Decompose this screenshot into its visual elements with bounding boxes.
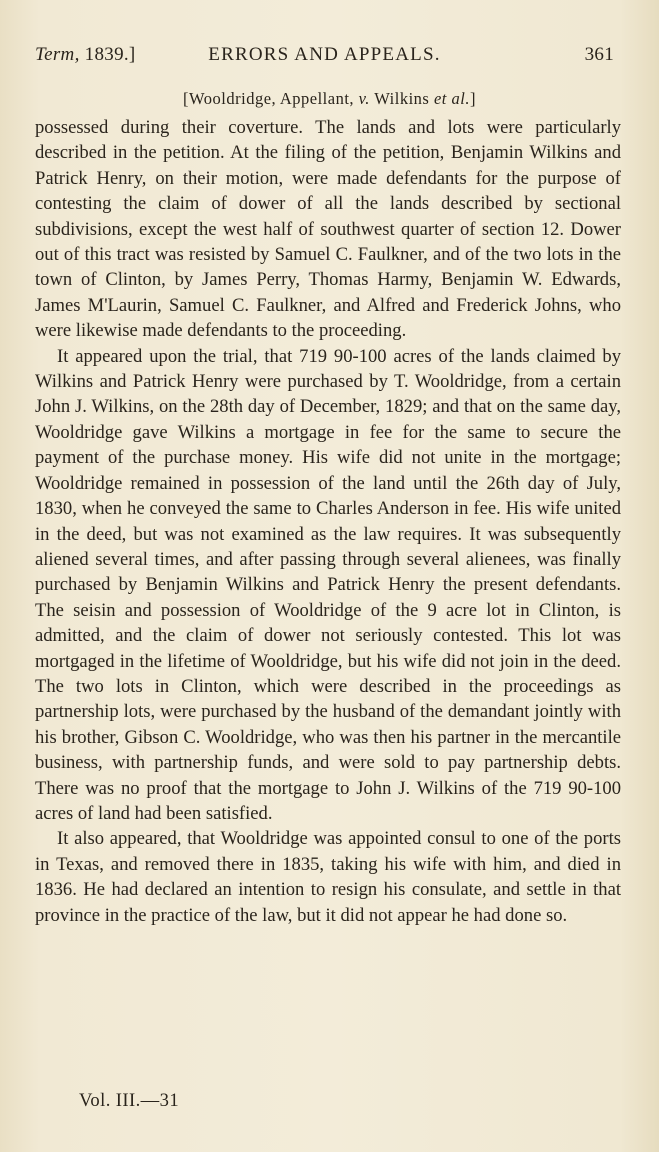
caption-mid: Wilkins [369,89,434,108]
page-number: 361 [584,44,614,65]
paragraph-3: It also appeared, that Wooldridge was appointed consul to one of the ports in Texas, and removed there in 1835, taking his wife with him, and died in 1836. He had declared an intention to resign his consulate, and settle in that province in the practice of the law, but it did not appear he had done so. [35,828,621,926]
caption-versus: v. [358,89,370,108]
paragraph-2: It appeared upon the trial, that 719 90-100 acres of the lands claimed by Wilkins and Patrick Henry were purchased by T. Wooldridge, from a certain John J. Wilkins, on the 28th day of December, 1829; and that on the same day, Wooldridge gave Wilkins a mortgage in fee for the same to secure the payment of the purchase money. His wife did not unite in the mortgage; Wooldridge remained in possession of the land until the 26th day of July, 1830, when he conveyed the same to Charles Anderson in fee. His wife united in the deed, but was not examined as the law requires. It was subsequently aliened several times, and after passing through several alienees, was finally purchased by Benjamin Wilkins and Patrick Henry the present defendants. The seisin and possession of Wooldridge of the 9 acre lot in Clinton, is admitted, and the claim of dower not seriously contested. This lot was mortgaged in the lifetime of Wooldridge, but his wife did not join in the deed. The two lots in Clinton, which were described in the proceedings as partnership lots, were purchased by the husband of the demandant jointly with his brother, Gibson C. Wooldridge, who was then his partner in the mercantile business, with partnership funds, and were sold to pay partnership debts. There was no proof that the mortgage to John J. Wilkins of the 719 90-100 acres of land had been satisfied. [35,345,621,824]
caption-et-al: et al. [433,89,470,108]
running-title: ERRORS AND APPEALS. [208,44,441,65]
caption-open: [Wooldridge, Appellant, [183,89,359,108]
signature-mark [79,1090,179,1112]
case-caption [35,89,624,109]
term-year: 1839.] [79,44,136,65]
signature-number: —31 [140,1090,180,1111]
running-header [35,44,614,74]
body-text [35,115,621,928]
caption-close: ] [469,89,476,108]
paragraph-1: possessed during their coverture. The lands and lots were particularly described in the petition. At the filing of the petition, Benjamin Wilkins and Patrick Henry, on their motion, were made defendants for the purpose of contesting the claim of dower of all the lands described by sectional subdivisions, except the west half of southwest quarter of section 12. Dower out of this tract was resisted by Samuel C. Faulkner, and of the two lots in the town of Clinton, by James Perry, Thomas Harmy, Benjamin W. Edwards, James M'Laurin, Samuel C. Faulkner, and Alfred and Frederick Johns, who were likewise made defendants to the proceeding. [35,117,621,342]
term-prefix: Term, [35,44,80,65]
volume-label: Vol. III. [79,1090,141,1111]
